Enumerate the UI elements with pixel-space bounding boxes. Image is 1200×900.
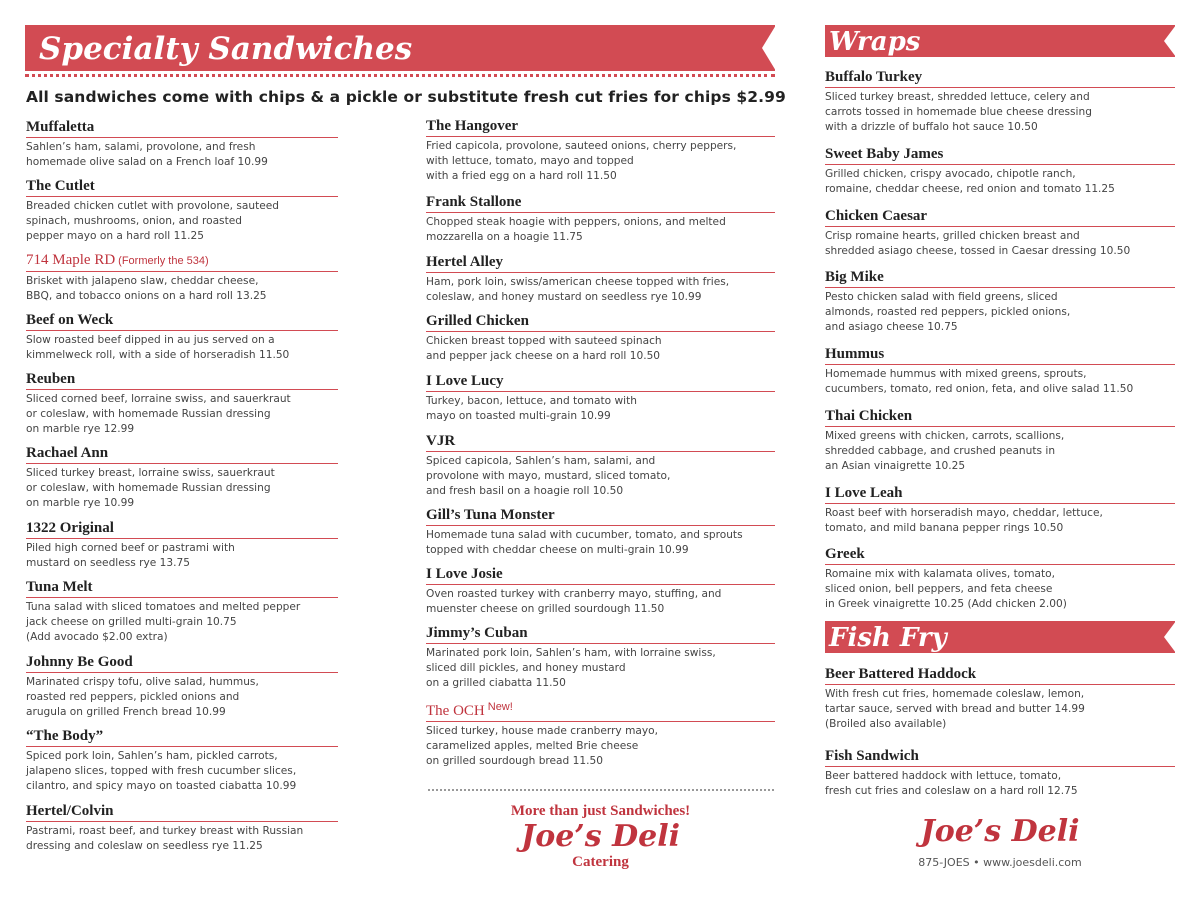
item-name: Hertel/Colvin xyxy=(26,802,338,822)
item-name: “The Body” xyxy=(26,727,338,747)
dotted-divider xyxy=(25,74,775,77)
item-description: Breaded chicken cutlet with provolone, sauteed spinach, mushrooms, onion, and roasted pepper mayo on a hard roll 11.25 xyxy=(26,200,280,242)
sandwich-sides-note: All sandwiches come with chips & a pickle or substitute fresh cut fries for chips $2.99 xyxy=(26,88,786,106)
menu-item xyxy=(825,545,1175,612)
menu-item xyxy=(426,698,775,769)
item-name: Hummus xyxy=(825,345,1175,365)
item-description: Spiced pork loin, Sahlen’s ham, pickled carrots, jalapeno slices, topped with fresh cucumber slices, cilantro, and spicy mayo on toasted ciabatta 10.99 xyxy=(26,750,297,792)
specialty-sandwiches-banner xyxy=(25,25,775,71)
footer-contact[interactable]: 875-JOES • www.joesdeli.com xyxy=(918,856,1082,869)
item-description: With fresh cut fries, homemade coleslaw, lemon, tartar sauce, served with bread and butter 14.99 (Broiled also available) xyxy=(825,688,1085,730)
menu-item xyxy=(26,802,338,854)
item-description: Pesto chicken salad with field greens, sliced almonds, roasted red peppers, pickled onions, and asiago cheese 10.75 xyxy=(825,291,1071,333)
menu-item xyxy=(426,193,775,245)
menu-item xyxy=(26,370,338,437)
item-description: Sliced corned beef, lorraine swiss, and sauerkraut or coleslaw, with homemade Russian dressing on marble rye 12.99 xyxy=(26,393,291,435)
menu-item xyxy=(825,345,1175,397)
item-description: Homemade tuna salad with cucumber, tomato, and sprouts topped with cheddar cheese on multi-grain 10.99 xyxy=(426,529,743,556)
item-description: Oven roasted turkey with cranberry mayo, stuffing, and muenster cheese on grilled sourdough 11.50 xyxy=(426,588,722,615)
item-name: Buffalo Turkey xyxy=(825,68,1175,88)
menu-item xyxy=(426,117,775,184)
item-description: Marinated crispy tofu, olive salad, hummus, roasted red peppers, pickled onions and arugula on grilled French bread 10.99 xyxy=(26,676,259,718)
item-description: Tuna salad with sliced tomatoes and melted pepper jack cheese on grilled multi-grain 10.75 (Add avocado $2.00 extra) xyxy=(26,601,301,643)
item-name: Chicken Caesar xyxy=(825,207,1175,227)
item-name: I Love Josie xyxy=(426,565,775,585)
item-name: I Love Leah xyxy=(825,484,1175,504)
item-name: Johnny Be Good xyxy=(26,653,338,673)
menu-item xyxy=(26,519,338,571)
item-description: Chopped steak hoagie with peppers, onions, and melted mozzarella on a hoagie 11.75 xyxy=(426,216,726,243)
menu-item xyxy=(825,207,1175,259)
item-name: I Love Lucy xyxy=(426,372,775,392)
item-name: Grilled Chicken xyxy=(426,312,775,332)
menu-item xyxy=(26,653,338,720)
item-description: Sliced turkey breast, shredded lettuce, celery and carrots tossed in homemade blue cheese dressing with a drizzle of buffalo hot sauce 10.50 xyxy=(825,91,1092,133)
menu-item xyxy=(26,177,338,244)
item-description: Homemade hummus with mixed greens, sprouts, cucumbers, tomato, red onion, feta, and olive salad 11.50 xyxy=(825,368,1134,395)
item-name: Tuna Melt xyxy=(26,578,338,598)
item-description: Romaine mix with kalamata olives, tomato, sliced onion, bell peppers, and feta cheese in Greek vinaigrette 10.25 (Add chicken 2.00) xyxy=(825,568,1067,610)
menu-item xyxy=(426,565,775,617)
menu-item xyxy=(825,407,1175,474)
catering-promo xyxy=(426,803,775,871)
wraps-banner xyxy=(825,25,1175,57)
item-name: Beef on Weck xyxy=(26,311,338,331)
item-name: The Hangover xyxy=(426,117,775,137)
menu-item xyxy=(426,624,775,691)
item-name: Sweet Baby James xyxy=(825,145,1175,165)
dotted-divider xyxy=(428,789,774,791)
promo-logo: Joe’s Deli xyxy=(521,819,680,854)
menu-item xyxy=(825,484,1175,536)
item-name: Gill’s Tuna Monster xyxy=(426,506,775,526)
item-description: Marinated pork loin, Sahlen’s ham, with lorraine swiss, sliced dill pickles, and honey mustard on a grilled ciabatta 11.50 xyxy=(426,647,716,689)
specialty-sandwiches-title: Specialty Sandwiches xyxy=(39,31,413,67)
menu-item xyxy=(825,747,1175,799)
menu-item xyxy=(426,372,775,424)
item-name: The Cutlet xyxy=(26,177,338,197)
menu-item xyxy=(825,268,1175,335)
footer-logo: Joe’s Deli xyxy=(920,814,1080,849)
item-description: Slow roasted beef dipped in au jus served on a kimmelweck roll, with a side of horseradish 11.50 xyxy=(26,334,290,361)
promo-subtitle: Catering xyxy=(572,854,629,870)
item-name: Reuben xyxy=(26,370,338,390)
menu-item xyxy=(426,253,775,305)
menu-item xyxy=(26,311,338,363)
item-name: VJR xyxy=(426,432,775,452)
item-description: Sahlen’s ham, salami, provolone, and fresh homemade olive salad on a French loaf 10.99 xyxy=(26,141,268,168)
menu-item xyxy=(825,665,1175,732)
item-description: Turkey, bacon, lettuce, and tomato with mayo on toasted multi-grain 10.99 xyxy=(426,395,637,422)
item-description: Fried capicola, provolone, sauteed onions, cherry peppers, with lettuce, tomato, mayo and topped with a fried egg on a hard roll 11.50 xyxy=(426,140,737,182)
fish-fry-banner xyxy=(825,621,1175,653)
item-name: Big Mike xyxy=(825,268,1175,288)
item-name: Thai Chicken xyxy=(825,407,1175,427)
item-name: Frank Stallone xyxy=(426,193,775,213)
menu-item xyxy=(825,145,1175,197)
item-name: Fish Sandwich xyxy=(825,747,1175,767)
item-name: Greek xyxy=(825,545,1175,565)
item-name: 714 Maple RD (Formerly the 534) xyxy=(26,251,338,272)
item-name: Hertel Alley xyxy=(426,253,775,273)
item-description: Roast beef with horseradish mayo, cheddar, lettuce, tomato, and mild banana pepper rings 10.50 xyxy=(825,507,1103,534)
item-description: Sliced turkey, house made cranberry mayo, caramelized apples, melted Brie cheese on grilled sourdough bread 11.50 xyxy=(426,725,659,767)
item-description: Brisket with jalapeno slaw, cheddar cheese, BBQ, and tobacco onions on a hard roll 13.25 xyxy=(26,275,267,302)
item-name: The OCH $^{New!}$ xyxy=(426,698,775,722)
footer xyxy=(825,812,1175,869)
menu-item xyxy=(26,118,338,170)
menu-item xyxy=(26,578,338,645)
item-description: Chicken breast topped with sauteed spinach and pepper jack cheese on a hard roll 10.50 xyxy=(426,335,662,362)
item-description: Sliced turkey breast, lorraine swiss, sauerkraut or coleslaw, with homemade Russian dressing on marble rye 10.99 xyxy=(26,467,275,509)
item-name: Jimmy’s Cuban xyxy=(426,624,775,644)
item-description: Beer battered haddock with lettuce, tomato, fresh cut fries and coleslaw on a hard roll 12.75 xyxy=(825,770,1078,797)
menu-item xyxy=(26,727,338,794)
new-badge: New! xyxy=(487,701,513,713)
wraps-title: Wraps xyxy=(829,27,921,57)
item-name: Rachael Ann xyxy=(26,444,338,464)
fish-fry-title: Fish Fry xyxy=(829,623,947,653)
item-description: Crisp romaine hearts, grilled chicken breast and shredded asiago cheese, tossed in Caesar dressing 10.50 xyxy=(825,230,1131,257)
item-description: Spiced capicola, Sahlen’s ham, salami, and provolone with mayo, mustard, sliced tomato, and fresh basil on a hoagie roll 10.50 xyxy=(426,455,671,497)
item-description: Piled high corned beef or pastrami with mustard on seedless rye 13.75 xyxy=(26,542,235,569)
menu-item xyxy=(825,68,1175,135)
item-name: Muffaletta xyxy=(26,118,338,138)
item-description: Ham, pork loin, swiss/american cheese topped with fries, coleslaw, and honey mustard on seedless rye 10.99 xyxy=(426,276,730,303)
item-note: (Formerly the 534) xyxy=(118,255,209,267)
menu-item xyxy=(426,506,775,558)
item-name: 1322 Original xyxy=(26,519,338,539)
item-description: Grilled chicken, crispy avocado, chipotle ranch, romaine, cheddar cheese, red onion and tomato 11.25 xyxy=(825,168,1115,195)
menu-item xyxy=(26,251,338,304)
menu-item xyxy=(26,444,338,511)
item-description: Mixed greens with chicken, carrots, scallions, shredded cabbage, and crushed peanuts in an Asian vinaigrette 10.25 xyxy=(825,430,1065,472)
item-description: Pastrami, roast beef, and turkey breast with Russian dressing and coleslaw on seedless rye 11.25 xyxy=(26,825,304,852)
menu-item xyxy=(426,312,775,364)
menu-item xyxy=(426,432,775,499)
promo-tagline: More than just Sandwiches! xyxy=(510,803,691,819)
item-name: Beer Battered Haddock xyxy=(825,665,1175,685)
